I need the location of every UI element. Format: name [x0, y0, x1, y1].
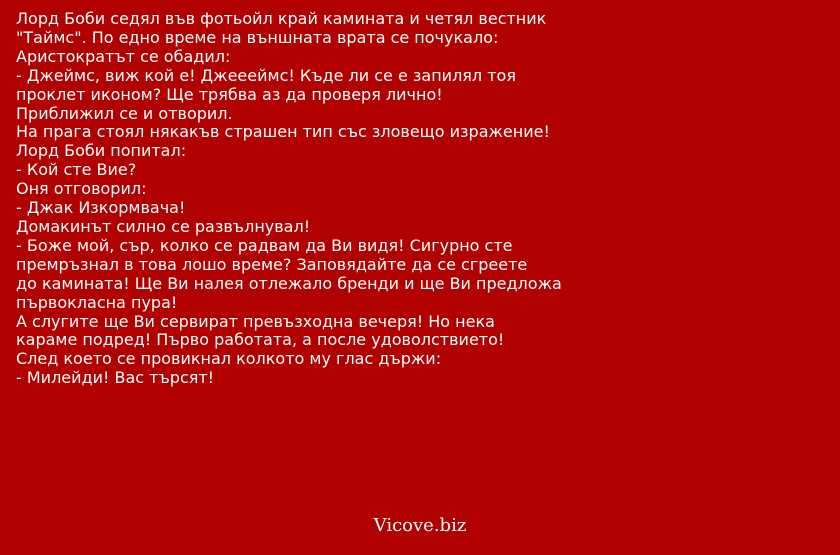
joke-line: - Кой сте Вие?	[16, 160, 137, 180]
joke-line: "Таймс". По едно време на външната врата се почукало:	[16, 27, 499, 47]
joke-line: Лорд Боби седял във фотьойл край камината и четял вестник	[16, 9, 547, 28]
joke-line: - Джеймс, виж кой е! Джеееймс! Къде ли се е запилял тоя	[16, 65, 516, 85]
joke-line: Приближил се и отворил.	[16, 103, 233, 123]
joke-line: до камината! Ще Ви налея отлежало бренди и ще Ви предложа	[16, 273, 562, 293]
joke-line: проклет иконом? Ще трябва аз да проверя лично!	[16, 84, 443, 104]
joke-line: - Милейди! Вас търсят!	[16, 368, 215, 388]
joke-text	[16, 10, 826, 388]
joke-line: Домакинът силно се развълнувал!	[16, 216, 311, 236]
joke-line: Лорд Боби попитал:	[16, 141, 187, 161]
joke-line: А слугите ще Ви сервират превъзходна вечеря! Но нека	[16, 311, 495, 331]
joke-line: премръзнал в това лошо време? Заповядайте да се сгреете	[16, 254, 528, 274]
joke-line: След което се провикнал колкото му глас държи:	[16, 349, 442, 369]
joke-line: първокласна пура!	[16, 292, 178, 312]
joke-line: Аристократът се обадил:	[16, 46, 231, 66]
joke-line: Оня отговорил:	[16, 179, 147, 199]
joke-line: - Джак Изкормвача!	[16, 198, 186, 218]
joke-line: На прага стоял някакъв страшен тип със зловещо изражение!	[16, 122, 550, 142]
joke-line: - Боже мой, сър, колко се радвам да Ви видя! Сигурно сте	[16, 235, 513, 255]
site-watermark: Vicove.biz	[373, 515, 467, 536]
joke-line: караме подред! Първо работата, а после удоволствието!	[16, 330, 505, 350]
